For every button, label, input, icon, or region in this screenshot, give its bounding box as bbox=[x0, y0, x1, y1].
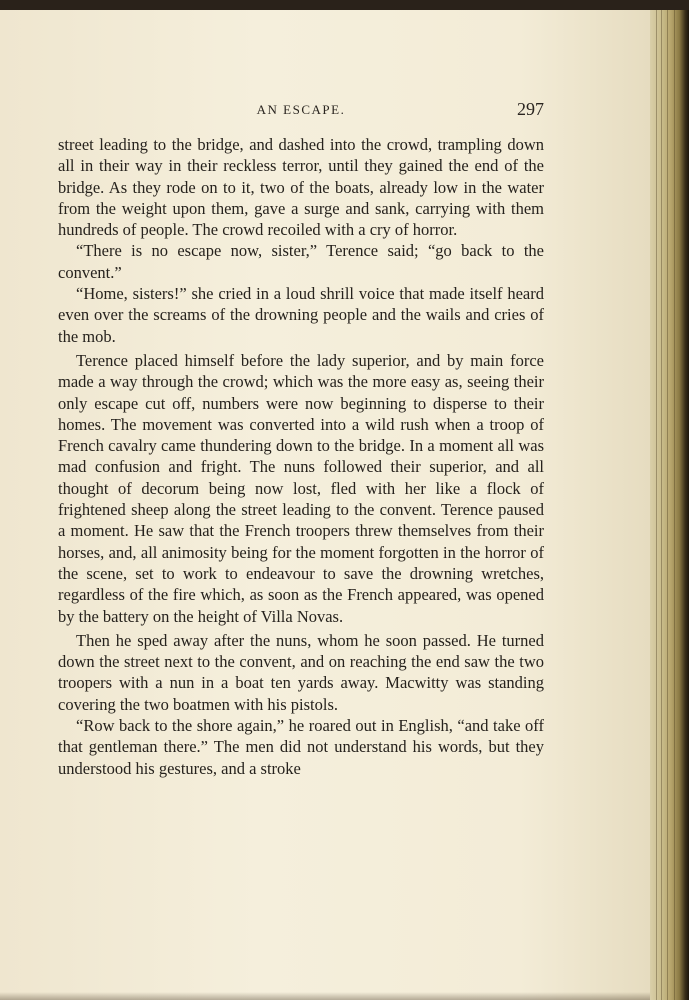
paragraph-2: “There is no escape now, sister,” Terence said; “go back to the convent.” bbox=[58, 241, 544, 282]
book-fore-edge bbox=[650, 10, 689, 1000]
paragraph-3: “Home, sisters!” she cried in a loud shrill voice that made itself heard even over the screams of the drowning people and the wails and cries of the mob. bbox=[58, 284, 544, 346]
body-text bbox=[58, 134, 544, 779]
paragraph-5: Then he sped away after the nuns, whom he soon passed. He turned down the street next to the convent, and on reaching the end saw the two troopers with a nun in a boat ten yards away. Macwitty was standing covering the two boatmen with his pistols. bbox=[58, 630, 544, 714]
paragraph-1: street leading to the bridge, and dashed into the crowd, trampling down all in their way in their reckless terror, until they gained the end of the bridge. As they rode on to it, two of the boats, already low in the water from the weight upon them, gave a surge and sank, carrying with them hundreds of people. The crowd recoiled with a cry of horror. bbox=[58, 135, 544, 240]
page-header bbox=[58, 99, 544, 122]
paragraph-4: Terence placed himself before the lady superior, and by main force made a way through the crowd; which was the more easy as, seeing their only escape cut off, numbers were now beginning to disperse to their homes. The movement was converted into a wild rush when a troop of French cavalry came thundering down to the bridge. In a moment all was mad confusion and fright. The nuns followed their superior, and all thought of decorum being now lost, fled with her like a flock of frightened sheep along the street leading to the convent. Terence paused a moment. He saw that the French troopers threw themselves from their horses, and, all animosity being for the moment forgotten in the horror of the scene, set to work to endeavour to save the drowning wretches, regardless of the fire which, as soon as the French appeared, was opened by the battery on the height of Villa Novas. bbox=[58, 350, 544, 626]
paragraph-6: “Row back to the shore again,” he roared out in English, “and take off that gentleman there.” The men did not understand his words, but they understood his gestures, and a stroke bbox=[58, 716, 544, 778]
page-number: 297 bbox=[517, 99, 544, 119]
running-title: AN ESCAPE. bbox=[256, 102, 346, 117]
page-bottom-shadow bbox=[0, 992, 650, 1000]
book-page bbox=[0, 10, 650, 1000]
